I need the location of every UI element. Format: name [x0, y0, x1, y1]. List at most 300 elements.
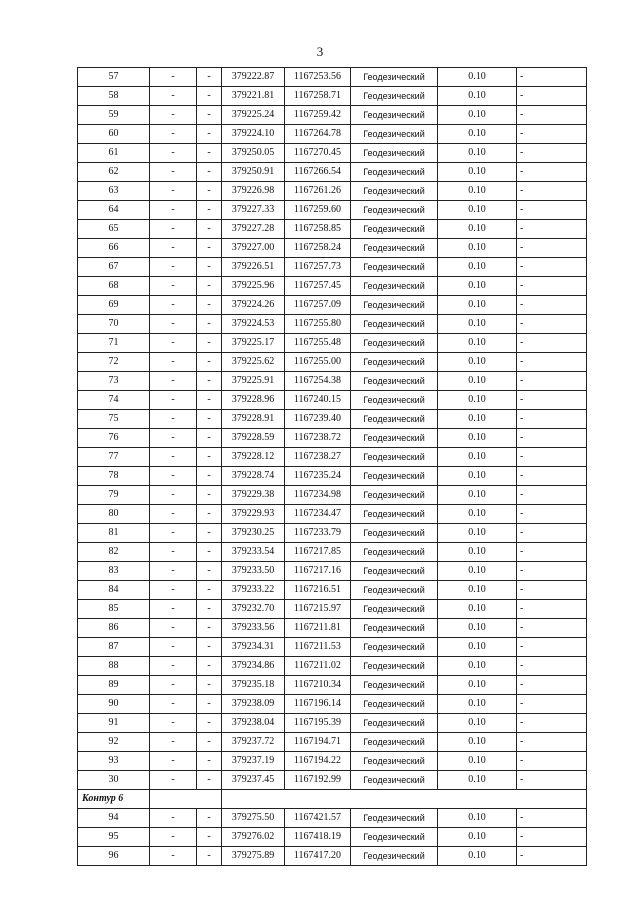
accuracy: 0.10 — [438, 714, 517, 733]
accuracy: 0.10 — [438, 144, 517, 163]
accuracy: 0.10 — [438, 847, 517, 866]
accuracy: 0.10 — [438, 467, 517, 486]
x-old: - — [150, 372, 197, 391]
accuracy: 0.10 — [438, 372, 517, 391]
x-old: - — [150, 524, 197, 543]
accuracy: 0.10 — [438, 619, 517, 638]
note: - — [517, 505, 587, 524]
y-coordinate: 1167194.22 — [285, 752, 351, 771]
method: Геодезический — [351, 106, 438, 125]
y-coordinate: 1167418.19 — [285, 828, 351, 847]
y-old: - — [197, 372, 222, 391]
accuracy: 0.10 — [438, 657, 517, 676]
method: Геодезический — [351, 581, 438, 600]
y-coordinate: 1167211.02 — [285, 657, 351, 676]
point-number: 62 — [78, 163, 150, 182]
accuracy: 0.10 — [438, 277, 517, 296]
method: Геодезический — [351, 144, 438, 163]
point-number: 76 — [78, 429, 150, 448]
y-coordinate: 1167217.16 — [285, 562, 351, 581]
y-coordinate: 1167240.15 — [285, 391, 351, 410]
method: Геодезический — [351, 315, 438, 334]
x-old: - — [150, 163, 197, 182]
y-old: - — [197, 144, 222, 163]
note: - — [517, 486, 587, 505]
y-old: - — [197, 847, 222, 866]
y-old: - — [197, 600, 222, 619]
table-row — [78, 87, 587, 106]
x-coordinate: 379233.50 — [222, 562, 285, 581]
y-coordinate: 1167255.80 — [285, 315, 351, 334]
x-coordinate: 379225.24 — [222, 106, 285, 125]
x-old: - — [150, 144, 197, 163]
note: - — [517, 657, 587, 676]
point-number: 69 — [78, 296, 150, 315]
x-coordinate: 379230.25 — [222, 524, 285, 543]
x-old: - — [150, 353, 197, 372]
x-coordinate: 379232.70 — [222, 600, 285, 619]
point-number: 84 — [78, 581, 150, 600]
x-old: - — [150, 410, 197, 429]
y-old: - — [197, 429, 222, 448]
table-row — [78, 733, 587, 752]
note: - — [517, 68, 587, 87]
method: Геодезический — [351, 619, 438, 638]
point-number: 78 — [78, 467, 150, 486]
method: Геодезический — [351, 372, 438, 391]
table-row — [78, 695, 587, 714]
note: - — [517, 144, 587, 163]
y-old: - — [197, 106, 222, 125]
point-number: 57 — [78, 68, 150, 87]
y-old: - — [197, 163, 222, 182]
table-row — [78, 524, 587, 543]
x-old: - — [150, 809, 197, 828]
x-coordinate: 379233.22 — [222, 581, 285, 600]
method: Геодезический — [351, 467, 438, 486]
note: - — [517, 182, 587, 201]
method: Геодезический — [351, 334, 438, 353]
table-row — [78, 391, 587, 410]
method: Геодезический — [351, 220, 438, 239]
x-coordinate: 379224.53 — [222, 315, 285, 334]
point-number: 72 — [78, 353, 150, 372]
point-number: 85 — [78, 600, 150, 619]
x-coordinate: 379275.89 — [222, 847, 285, 866]
y-old: - — [197, 467, 222, 486]
table-row — [78, 201, 587, 220]
point-number: 93 — [78, 752, 150, 771]
accuracy: 0.10 — [438, 771, 517, 790]
point-number: 87 — [78, 638, 150, 657]
note: - — [517, 562, 587, 581]
x-coordinate: 379238.04 — [222, 714, 285, 733]
x-old: - — [150, 68, 197, 87]
method: Геодезический — [351, 68, 438, 87]
note: - — [517, 410, 587, 429]
y-coordinate: 1167417.20 — [285, 847, 351, 866]
table-row — [78, 144, 587, 163]
point-number: 91 — [78, 714, 150, 733]
x-old: - — [150, 258, 197, 277]
y-coordinate: 1167234.98 — [285, 486, 351, 505]
y-old: - — [197, 543, 222, 562]
x-coordinate: 379237.45 — [222, 771, 285, 790]
y-coordinate: 1167239.40 — [285, 410, 351, 429]
x-old: - — [150, 714, 197, 733]
method: Геодезический — [351, 258, 438, 277]
method: Геодезический — [351, 163, 438, 182]
x-coordinate: 379234.86 — [222, 657, 285, 676]
x-coordinate: 379237.72 — [222, 733, 285, 752]
accuracy: 0.10 — [438, 676, 517, 695]
method: Геодезический — [351, 201, 438, 220]
point-number: 68 — [78, 277, 150, 296]
y-coordinate: 1167254.38 — [285, 372, 351, 391]
method: Геодезический — [351, 391, 438, 410]
x-coordinate: 379226.98 — [222, 182, 285, 201]
point-number: 81 — [78, 524, 150, 543]
x-old: - — [150, 847, 197, 866]
point-number: 71 — [78, 334, 150, 353]
x-old: - — [150, 201, 197, 220]
note: - — [517, 87, 587, 106]
point-number: 77 — [78, 448, 150, 467]
note: - — [517, 429, 587, 448]
note: - — [517, 638, 587, 657]
accuracy: 0.10 — [438, 581, 517, 600]
accuracy: 0.10 — [438, 163, 517, 182]
x-coordinate: 379250.05 — [222, 144, 285, 163]
method: Геодезический — [351, 638, 438, 657]
y-old: - — [197, 68, 222, 87]
y-coordinate: 1167215.97 — [285, 600, 351, 619]
accuracy: 0.10 — [438, 106, 517, 125]
x-old: - — [150, 562, 197, 581]
table-row — [78, 163, 587, 182]
x-coordinate: 379224.10 — [222, 125, 285, 144]
y-coordinate: 1167264.78 — [285, 125, 351, 144]
method: Геодезический — [351, 448, 438, 467]
method: Геодезический — [351, 828, 438, 847]
y-coordinate: 1167258.24 — [285, 239, 351, 258]
y-coordinate: 1167233.79 — [285, 524, 351, 543]
y-old: - — [197, 562, 222, 581]
note: - — [517, 258, 587, 277]
accuracy: 0.10 — [438, 87, 517, 106]
x-coordinate: 379222.87 — [222, 68, 285, 87]
x-coordinate: 379229.93 — [222, 505, 285, 524]
method: Геодезический — [351, 429, 438, 448]
contour-6-rows — [78, 809, 587, 866]
x-coordinate: 379225.91 — [222, 372, 285, 391]
accuracy: 0.10 — [438, 410, 517, 429]
x-coordinate: 379276.02 — [222, 828, 285, 847]
x-coordinate: 379228.91 — [222, 410, 285, 429]
y-old: - — [197, 714, 222, 733]
y-old: - — [197, 486, 222, 505]
note: - — [517, 809, 587, 828]
x-coordinate: 379238.09 — [222, 695, 285, 714]
x-old: - — [150, 296, 197, 315]
y-coordinate: 1167211.81 — [285, 619, 351, 638]
note: - — [517, 334, 587, 353]
y-old: - — [197, 809, 222, 828]
contour-label: Контур 6 — [78, 790, 150, 809]
x-coordinate: 379275.50 — [222, 809, 285, 828]
note: - — [517, 277, 587, 296]
method: Геодезический — [351, 505, 438, 524]
y-coordinate: 1167196.14 — [285, 695, 351, 714]
x-old: - — [150, 733, 197, 752]
table-row — [78, 809, 587, 828]
y-old: - — [197, 524, 222, 543]
x-old: - — [150, 828, 197, 847]
y-old: - — [197, 638, 222, 657]
table-row — [78, 372, 587, 391]
accuracy: 0.10 — [438, 828, 517, 847]
y-old: - — [197, 619, 222, 638]
y-coordinate: 1167238.72 — [285, 429, 351, 448]
method: Геодезический — [351, 543, 438, 562]
y-old: - — [197, 448, 222, 467]
y-old: - — [197, 676, 222, 695]
table-row — [78, 657, 587, 676]
table-row — [78, 410, 587, 429]
accuracy: 0.10 — [438, 353, 517, 372]
table-row — [78, 638, 587, 657]
y-coordinate: 1167211.53 — [285, 638, 351, 657]
y-coordinate: 1167257.45 — [285, 277, 351, 296]
y-coordinate: 1167258.85 — [285, 220, 351, 239]
point-number: 80 — [78, 505, 150, 524]
y-coordinate: 1167257.73 — [285, 258, 351, 277]
accuracy: 0.10 — [438, 239, 517, 258]
y-old: - — [197, 182, 222, 201]
accuracy: 0.10 — [438, 296, 517, 315]
table-row — [78, 543, 587, 562]
point-number: 79 — [78, 486, 150, 505]
point-number: 94 — [78, 809, 150, 828]
y-coordinate: 1167257.09 — [285, 296, 351, 315]
table-row — [78, 752, 587, 771]
method: Геодезический — [351, 353, 438, 372]
note: - — [517, 353, 587, 372]
y-coordinate: 1167235.24 — [285, 467, 351, 486]
x-coordinate: 379228.96 — [222, 391, 285, 410]
note: - — [517, 619, 587, 638]
x-coordinate: 379227.33 — [222, 201, 285, 220]
x-coordinate: 379228.59 — [222, 429, 285, 448]
accuracy: 0.10 — [438, 201, 517, 220]
note: - — [517, 467, 587, 486]
note: - — [517, 239, 587, 258]
x-old: - — [150, 638, 197, 657]
x-coordinate: 379233.56 — [222, 619, 285, 638]
accuracy: 0.10 — [438, 752, 517, 771]
y-coordinate: 1167270.45 — [285, 144, 351, 163]
table-row — [78, 68, 587, 87]
y-coordinate: 1167258.71 — [285, 87, 351, 106]
x-old: - — [150, 125, 197, 144]
y-coordinate: 1167216.51 — [285, 581, 351, 600]
x-old: - — [150, 486, 197, 505]
y-old: - — [197, 771, 222, 790]
x-old: - — [150, 467, 197, 486]
y-coordinate: 1167234.47 — [285, 505, 351, 524]
x-old: - — [150, 220, 197, 239]
x-coordinate: 379233.54 — [222, 543, 285, 562]
method: Геодезический — [351, 847, 438, 866]
note: - — [517, 125, 587, 144]
method: Геодезический — [351, 600, 438, 619]
y-coordinate: 1167217.85 — [285, 543, 351, 562]
y-coordinate: 1167195.39 — [285, 714, 351, 733]
point-number: 67 — [78, 258, 150, 277]
x-old: - — [150, 771, 197, 790]
x-old: - — [150, 391, 197, 410]
point-number: 65 — [78, 220, 150, 239]
accuracy: 0.10 — [438, 486, 517, 505]
table-row — [78, 429, 587, 448]
point-number: 86 — [78, 619, 150, 638]
accuracy: 0.10 — [438, 524, 517, 543]
x-old: - — [150, 448, 197, 467]
method: Геодезический — [351, 87, 438, 106]
point-number: 82 — [78, 543, 150, 562]
x-coordinate: 379227.28 — [222, 220, 285, 239]
x-coordinate: 379225.17 — [222, 334, 285, 353]
y-coordinate: 1167194.71 — [285, 733, 351, 752]
table-row — [78, 334, 587, 353]
table-row — [78, 505, 587, 524]
accuracy: 0.10 — [438, 638, 517, 657]
y-coordinate: 1167259.60 — [285, 201, 351, 220]
contour-header — [78, 790, 587, 809]
y-old: - — [197, 581, 222, 600]
accuracy: 0.10 — [438, 562, 517, 581]
y-old: - — [197, 201, 222, 220]
table-row — [78, 220, 587, 239]
x-coordinate: 379237.19 — [222, 752, 285, 771]
point-number: 59 — [78, 106, 150, 125]
table-row — [78, 448, 587, 467]
coordinates-table — [77, 67, 587, 866]
note: - — [517, 543, 587, 562]
x-coordinate: 379226.51 — [222, 258, 285, 277]
table-row — [78, 828, 587, 847]
point-number: 70 — [78, 315, 150, 334]
table-row — [78, 239, 587, 258]
point-number: 88 — [78, 657, 150, 676]
note: - — [517, 201, 587, 220]
x-old: - — [150, 315, 197, 334]
method: Геодезический — [351, 486, 438, 505]
note: - — [517, 828, 587, 847]
point-number: 89 — [78, 676, 150, 695]
accuracy: 0.10 — [438, 220, 517, 239]
method: Геодезический — [351, 695, 438, 714]
point-number: 74 — [78, 391, 150, 410]
method: Геодезический — [351, 752, 438, 771]
table-row — [78, 847, 587, 866]
table-row — [78, 315, 587, 334]
note: - — [517, 315, 587, 334]
note: - — [517, 847, 587, 866]
method: Геодезический — [351, 733, 438, 752]
x-coordinate: 379228.12 — [222, 448, 285, 467]
x-old: - — [150, 581, 197, 600]
y-old: - — [197, 657, 222, 676]
y-old: - — [197, 296, 222, 315]
point-number: 63 — [78, 182, 150, 201]
table-row — [78, 562, 587, 581]
x-coordinate: 379228.74 — [222, 467, 285, 486]
point-number: 95 — [78, 828, 150, 847]
contour-label-row — [78, 790, 587, 809]
note: - — [517, 733, 587, 752]
x-old: - — [150, 334, 197, 353]
method: Геодезический — [351, 657, 438, 676]
method: Геодезический — [351, 676, 438, 695]
x-old: - — [150, 239, 197, 258]
y-old: - — [197, 239, 222, 258]
method: Геодезический — [351, 125, 438, 144]
note: - — [517, 448, 587, 467]
method: Геодезический — [351, 296, 438, 315]
y-old: - — [197, 752, 222, 771]
accuracy: 0.10 — [438, 182, 517, 201]
x-coordinate: 379229.38 — [222, 486, 285, 505]
y-coordinate: 1167261.26 — [285, 182, 351, 201]
x-old: - — [150, 429, 197, 448]
y-old: - — [197, 315, 222, 334]
note: - — [517, 106, 587, 125]
point-number: 75 — [78, 410, 150, 429]
point-number: 96 — [78, 847, 150, 866]
accuracy: 0.10 — [438, 505, 517, 524]
y-old: - — [197, 277, 222, 296]
y-old: - — [197, 505, 222, 524]
table-row — [78, 296, 587, 315]
note: - — [517, 695, 587, 714]
table-row — [78, 619, 587, 638]
method: Геодезический — [351, 524, 438, 543]
point-number: 73 — [78, 372, 150, 391]
x-old: - — [150, 87, 197, 106]
y-coordinate: 1167266.54 — [285, 163, 351, 182]
x-coordinate: 379250.91 — [222, 163, 285, 182]
y-coordinate: 1167421.57 — [285, 809, 351, 828]
accuracy: 0.10 — [438, 258, 517, 277]
table-row — [78, 581, 587, 600]
note: - — [517, 372, 587, 391]
point-number: 60 — [78, 125, 150, 144]
x-coordinate: 379221.81 — [222, 87, 285, 106]
note: - — [517, 676, 587, 695]
note: - — [517, 714, 587, 733]
y-coordinate: 1167238.27 — [285, 448, 351, 467]
point-number: 30 — [78, 771, 150, 790]
y-coordinate: 1167255.48 — [285, 334, 351, 353]
x-old: - — [150, 695, 197, 714]
y-old: - — [197, 87, 222, 106]
table-row — [78, 676, 587, 695]
accuracy: 0.10 — [438, 600, 517, 619]
y-old: - — [197, 353, 222, 372]
y-old: - — [197, 828, 222, 847]
table-row — [78, 258, 587, 277]
